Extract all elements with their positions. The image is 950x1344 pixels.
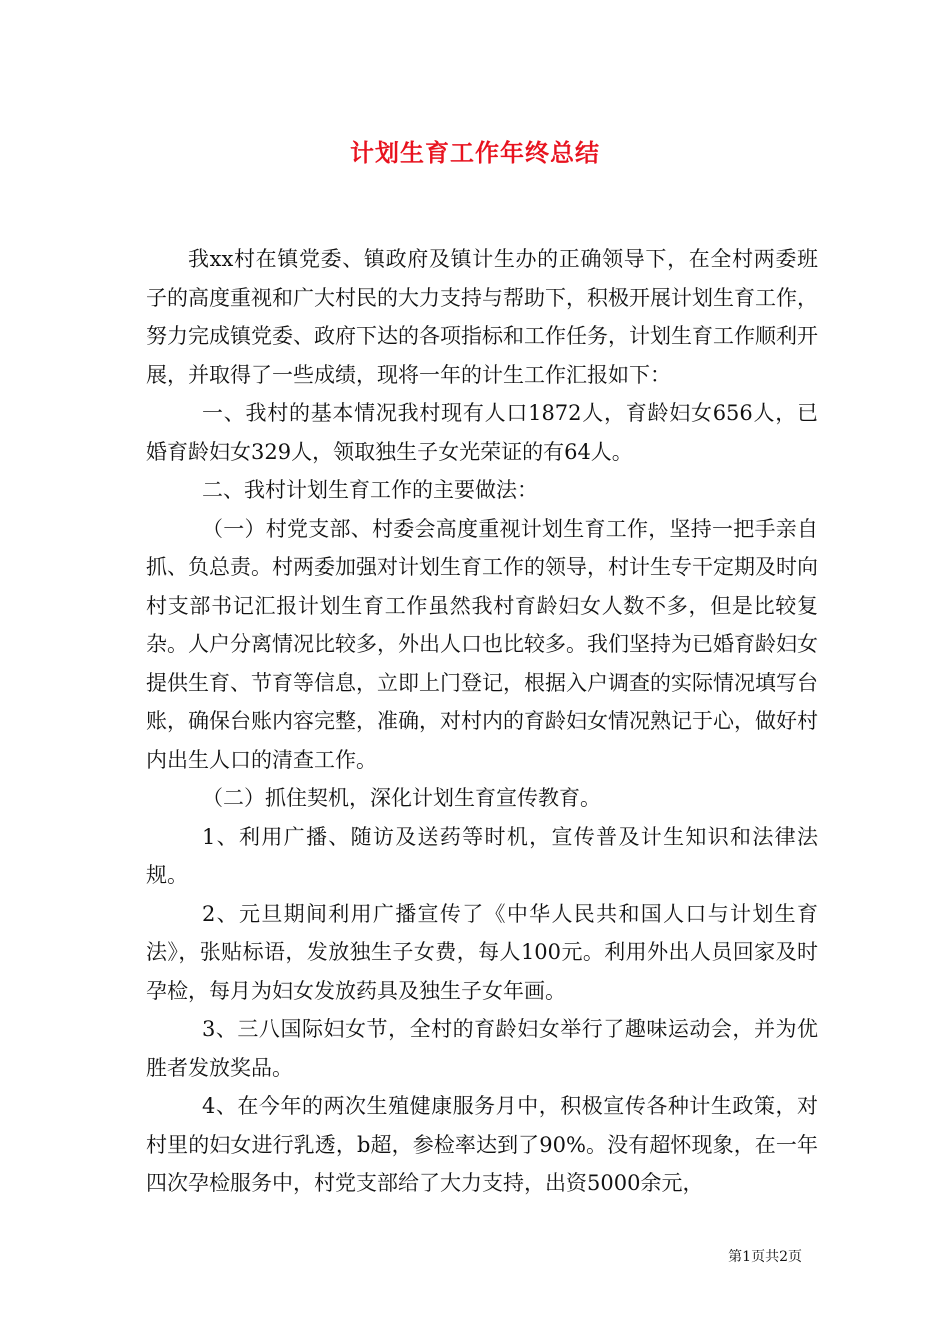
page-number: 第1页共2页 bbox=[728, 1249, 802, 1265]
paragraph-section-heading: 二、我村计划生育工作的主要做法： bbox=[202, 478, 538, 502]
paragraph-item-2: 2、元旦期间利用广播宣传了《中华人民共和国人口与计划生育法》，张贴标语，发放独生子女费，每人100元。利用外出人员回家及时孕检，每月为妇女发放药具及独生子女年画。 bbox=[146, 901, 818, 1003]
paragraph-item-1: 1、利用广播、随访及送药等时机，宣传普及计生知识和法律法规。 bbox=[146, 824, 818, 887]
paragraph-item-4: 4、在今年的两次生殖健康服务月中，积极宣传各种计生政策，对村里的妇女进行乳透，b超，参检率达到了90%。没有超怀现象，在一年四次孕检服务中，村党支部给了大力支持，出资5000余元， bbox=[146, 1094, 818, 1195]
paragraph-subsection-2: （二）抓住契机，深化计划生育宣传教育。 bbox=[202, 786, 601, 810]
document-body bbox=[146, 240, 818, 1203]
paragraph-subsection-1: （一）村党支部、村委会高度重视计划生育工作，坚持一把手亲自抓、负总责。村两委加强对计划生育工作的领导，村计生专干定期及时向村支部书记汇报计划生育工作虽然我村育龄妇女人数不多，但是比较复杂。人户分离情况比较多，外出人口也比较多。我们坚持为已婚育龄妇女提供生育、节育等信息，立即上门登记，根据入户调查的实际情况填写台账，确保台账内容完整，准确，对村内的育龄妇女情况熟记于心，做好村内出生人口的清查工作。 bbox=[146, 516, 818, 772]
paragraph-basic-situation: 一、我村的基本情况我村现有人口1872人，育龄妇女656人，已婚育龄妇女329人，领取独生子女光荣证的有64人。 bbox=[146, 401, 818, 464]
paragraph-item-3: 3、三八国际妇女节，全村的育龄妇女举行了趣味运动会，并为优胜者发放奖品。 bbox=[146, 1017, 818, 1080]
paragraph-intro: 我xx村在镇党委、镇政府及镇计生办的正确领导下，在全村两委班子的高度重视和广大村民的大力支持与帮助下，积极开展计划生育工作，努力完成镇党委、政府下达的各项指标和工作任务，计划生育工作顺利开展，并取得了一些成绩，现将一年的计生工作汇报如下： bbox=[146, 247, 818, 387]
document-title: 计划生育工作年终总结 bbox=[350, 138, 600, 167]
